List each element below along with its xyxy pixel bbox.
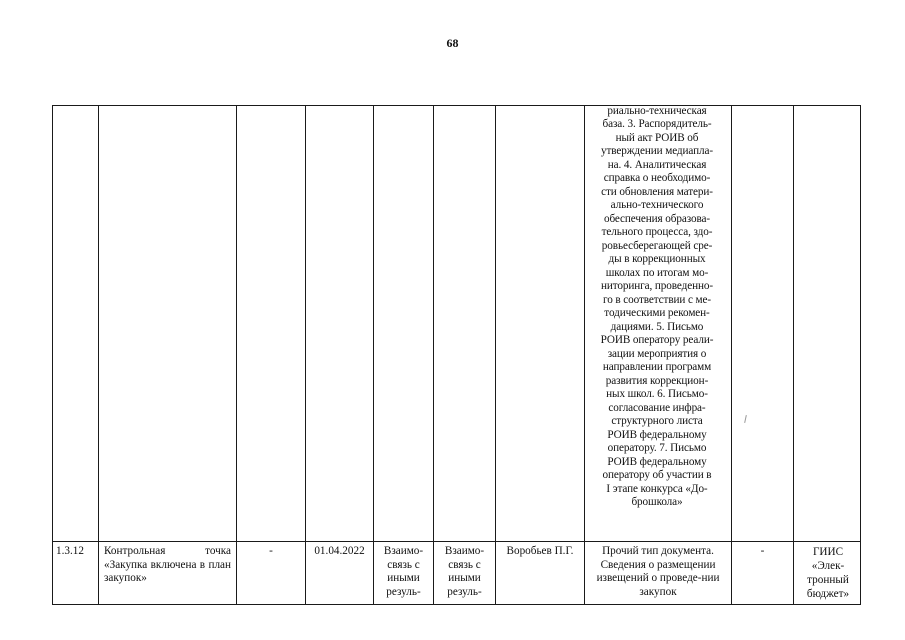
text-line: ных школ. 6. Письмо- bbox=[606, 388, 708, 401]
text-line: тельного процесса, здо- bbox=[601, 226, 713, 239]
start-date: - bbox=[269, 545, 273, 557]
text-line: ды в коррекционных bbox=[608, 253, 706, 266]
text-line: ально-технического bbox=[610, 199, 704, 212]
table-border-top bbox=[52, 105, 861, 106]
text-line: сти обновления матери- bbox=[601, 185, 713, 198]
text-line: на. 4. Аналитическая bbox=[607, 158, 707, 171]
text-line: I этапе конкурса «До- bbox=[606, 482, 708, 495]
text-line: ный акт РОИВ об bbox=[615, 131, 699, 144]
column-line bbox=[860, 105, 861, 605]
text-line: утверждении медиапла- bbox=[601, 145, 713, 158]
document-type: Прочий тип документа. Сведения о размещении извещений о проведе-нии закупок bbox=[596, 545, 720, 598]
table-border-bottom bbox=[52, 604, 861, 605]
text-line: риально-техническая bbox=[607, 105, 707, 117]
text-line: ниторинга, проведенно- bbox=[601, 280, 713, 293]
column-line bbox=[305, 105, 306, 605]
text-line: оператору. 7. Письмо bbox=[607, 442, 707, 455]
text-line: зации мероприятия о bbox=[607, 347, 707, 360]
text-line: РОИВ оператору реали- bbox=[600, 334, 714, 347]
text-line: обеспечения образова- bbox=[603, 212, 711, 225]
text-line: направлении программ bbox=[602, 361, 712, 374]
column-line bbox=[731, 105, 732, 605]
relation-cell: Взаимо- связь с иными резуль- bbox=[444, 545, 485, 598]
text-line: го в соответствии с ме- bbox=[602, 293, 712, 306]
dash-cell: - bbox=[760, 545, 765, 557]
column-line bbox=[52, 105, 53, 605]
column-line bbox=[98, 105, 99, 605]
information-system: ГИИС «Элек-тронный бюджет» bbox=[806, 546, 850, 600]
text-line: дациями. 5. Письмо bbox=[610, 320, 704, 333]
row-name: Контрольная точка «Закупка включена в план закупок» bbox=[104, 545, 231, 584]
column-line bbox=[236, 105, 237, 605]
text-line: справка о необходимо- bbox=[603, 172, 711, 185]
responsible-person: Воробьев П.Г. bbox=[506, 545, 574, 557]
text-line: структурного листа bbox=[611, 415, 703, 428]
end-date: 01.04.2022 bbox=[314, 545, 365, 557]
text-line: ровьесберегающей сре- bbox=[601, 239, 713, 252]
text-line: школах по итогам мо- bbox=[605, 266, 709, 279]
row-number: 1.3.12 bbox=[56, 545, 84, 557]
relation-cell: Взаимо- связь с иными резуль- bbox=[383, 545, 424, 598]
text-line: РОИВ федеральному bbox=[607, 455, 707, 468]
continued-document-cell bbox=[584, 105, 730, 510]
column-line bbox=[433, 105, 434, 605]
row-divider bbox=[52, 541, 861, 542]
column-line bbox=[373, 105, 374, 605]
text-line: база. 3. Распорядитель- bbox=[602, 118, 712, 131]
text-line: оператору об участии в bbox=[602, 469, 712, 482]
text-line: РОИВ федеральному bbox=[607, 428, 707, 441]
text-line: развития коррекцион- bbox=[605, 374, 709, 387]
text-line: согласование инфра- bbox=[608, 401, 706, 414]
page-number: 68 bbox=[446, 36, 459, 50]
column-line bbox=[793, 105, 794, 605]
text-line: тодическими рекомен- bbox=[604, 307, 710, 320]
column-line bbox=[495, 105, 496, 605]
text-line: брошкола» bbox=[631, 496, 683, 509]
